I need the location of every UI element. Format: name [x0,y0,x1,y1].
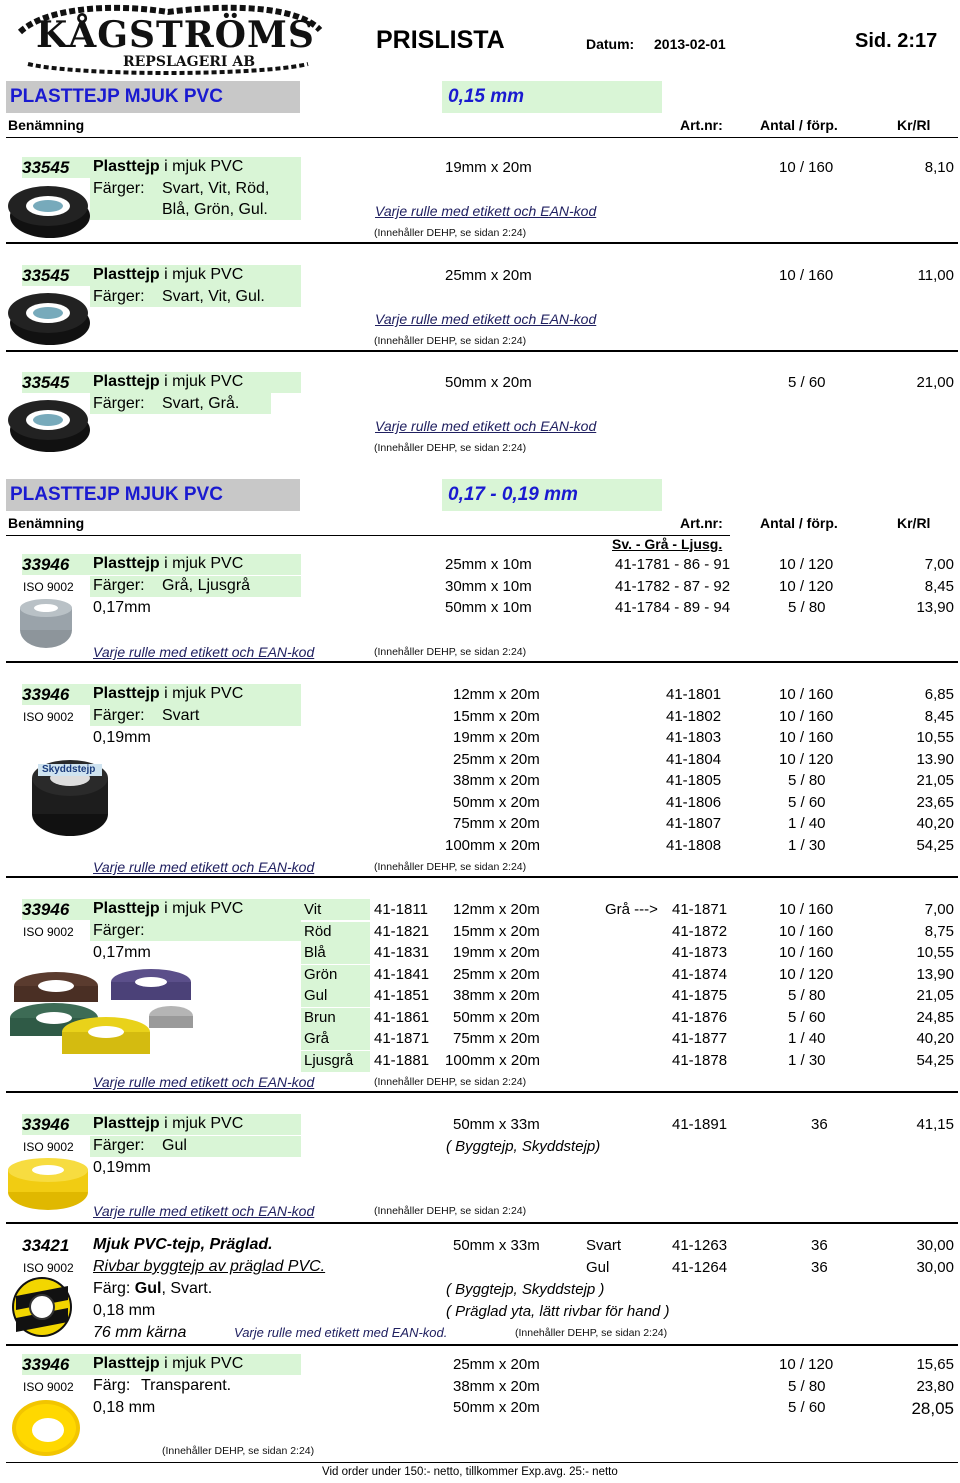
size: 12mm x 20m [453,686,540,703]
art-number: 41-1803 [666,729,722,746]
color-line [93,1280,212,1298]
product-code: 33946 [22,900,70,919]
product-name-rest: i mjuk PVC [159,266,244,283]
art-number: 41-1784 - 89 - 94 [615,599,731,616]
color-name: Gul [586,1258,610,1276]
product-name-bold: Plasttejp [93,158,160,175]
product-name-rest: i mjuk PVC [159,1355,244,1372]
product-code: 33421 [22,1236,70,1255]
antal: 5 / 60 [788,793,826,811]
price: 21,00 [916,374,954,391]
size: 25mm x 20m [445,267,532,284]
price: 13.90 [916,750,954,768]
size: 30mm x 10m [445,577,532,595]
usage-note: ( Präglad yta, lätt rivbar för hand ) [446,1303,670,1320]
product-code: 33946 [22,1115,70,1134]
section-thickness: 0,17 - 0,19 mm [448,484,578,505]
price: 10,55 [916,729,954,746]
black-tape-roll-icon [8,287,92,351]
colors-value: Gul [162,1137,187,1154]
dehp-note: (Innehåller DEHP, se sidan 2:24) [374,1205,527,1217]
product-name-rest: i mjuk PVC [159,685,244,702]
iso-label: ISO 9002 [23,1140,74,1154]
colors-value: Svart, Vit, Röd, [162,180,270,197]
color-subheader: Sv. - Grå - Ljusg. [612,536,723,552]
colors-label: Färger: [93,707,145,724]
black-tape-roll-icon [8,394,92,458]
art-number: 41-1876 [672,1008,728,1026]
dehp-note: (Innehåller DEHP, se sidan 2:24) [374,646,527,658]
colors-value: Svart [162,707,200,724]
price: 24,85 [916,1008,954,1026]
art-number: 41-1781 - 86 - 91 [615,556,731,573]
page-title: PRISLISTA [376,26,505,54]
company-logo [8,2,328,78]
thickness: 0,19mm [93,729,151,746]
color-name: Röd [304,922,332,940]
antal: 36 [811,1116,828,1133]
ean-note: Varje rulle med etikett och EAN-kod [93,1074,315,1090]
black-tape-roll-icon [8,180,92,244]
col-header-art: Art.nr: [680,117,723,133]
art-number: 41-1808 [666,836,722,854]
antal: 5 / 80 [788,772,826,789]
product-name-rest: i mjuk PVC [159,158,244,175]
colors-label: Färger: [93,288,145,305]
price: 13,90 [916,599,954,616]
dehp-note: (Innehåller DEHP, se sidan 2:24) [374,335,527,347]
antal: 10 / 120 [779,965,834,983]
size: 100mm x 20m [445,836,541,854]
antal: 10 / 160 [779,922,834,940]
color-art-number: 41-1871 [374,1030,430,1047]
color-rest: , Svart. [161,1280,213,1297]
col-header-name: Benämning [8,117,85,133]
section-title: PLASTTEJP MJUK PVC [10,86,223,107]
size: 19mm x 20m [453,729,540,746]
color-art-number: 41-1881 [374,1051,430,1069]
color-label: Färg: [93,1280,131,1297]
price: 10,55 [916,944,954,961]
iso-label: ISO 9002 [23,1380,74,1394]
colors-label: Färger: [93,180,145,197]
divider [6,1344,958,1346]
color-art-number: 41-1831 [374,944,430,961]
colors-label: Färger: [93,395,145,412]
size: 38mm x 20m [453,772,540,789]
size: 50mm x 10m [445,599,532,616]
size: 38mm x 20m [453,987,540,1004]
gray-arrow-label: Grå ---> [605,901,658,918]
product-name-rest: i mjuk PVC [159,900,244,917]
product-name [93,266,243,284]
product-name-rest: i mjuk PVC [159,1115,244,1132]
dehp-note: (Innehåller DEHP, se sidan 2:24) [374,442,527,454]
yellow-black-tape-roll-icon [10,1276,74,1342]
size: 25mm x 20m [453,965,540,983]
antal: 5 / 60 [788,1008,826,1026]
antal: 10 / 160 [779,707,834,725]
dehp-note: (Innehåller DEHP, se sidan 2:24) [374,1076,527,1088]
thickness: 0,18 mm [93,1399,156,1416]
price: 15,65 [916,1356,954,1373]
col-header-antal: Antal / förp. [760,117,838,133]
price: 8,45 [924,577,954,595]
product-description: Rivbar byggtejp av präglad PVC. [93,1258,326,1275]
antal: 36 [811,1258,828,1276]
product-name [93,1115,243,1133]
size: 25mm x 20m [453,750,540,768]
size: 12mm x 20m [453,901,540,918]
size: 50mm x 20m [445,374,532,391]
section-thickness: 0,15 mm [448,86,525,107]
product-name [93,158,243,176]
thickness: 0,19mm [93,1159,151,1176]
antal: 36 [811,1237,828,1254]
antal: 1 / 40 [788,1030,826,1047]
dehp-note: (Innehåller DEHP, se sidan 2:24) [374,861,527,873]
black-tape-roll-icon [30,756,110,846]
size: 15mm x 20m [453,707,540,725]
ean-note: Varje rulle med etikett och EAN-kod [93,1203,315,1219]
product-code: 33545 [22,373,70,392]
product-code: 33545 [22,266,70,285]
size: 25mm x 20m [453,1356,540,1373]
antal: 10 / 120 [779,577,834,595]
section-title: PLASTTEJP MJUK PVC [10,484,223,505]
price: 21,05 [916,772,954,789]
product-name-bold: Plasttejp [93,900,160,917]
iso-label: ISO 9002 [23,580,74,594]
price: 30,00 [916,1258,954,1276]
ean-note: Varje rulle med etikett och EAN-kod [375,203,597,219]
price: 23,80 [916,1377,954,1395]
product-name [93,900,243,918]
transparent-tape-roll-icon [10,1394,82,1462]
color-name: Grön [304,965,338,983]
product-name [93,555,243,573]
art-number: 41-1873 [672,944,728,961]
colors-label: Färger: [93,577,145,594]
col-header-kr: Kr/Rl [897,515,931,531]
antal: 1 / 30 [788,1051,826,1069]
price: 40,20 [916,1030,954,1047]
color-bold: Gul [134,1280,162,1297]
product-name-bold: Plasttejp [93,1115,160,1132]
product-name-bold: Plasttejp [93,373,160,390]
colors-value: Blå, Grön, Gul. [162,201,268,218]
colors-value: Grå, Ljusgrå [162,577,251,594]
size: 38mm x 20m [453,1377,540,1395]
roll-label: Skyddstejp [42,764,96,775]
iso-label: ISO 9002 [23,1261,74,1275]
colored-tape-rolls-icon [6,966,196,1076]
price: 54,25 [916,1051,954,1069]
product-code: 33545 [22,158,70,177]
yellow-tape-roll-icon [6,1156,90,1216]
col-header-art: Art.nr: [680,515,723,531]
price: 41,15 [916,1116,954,1133]
color-art-number: 41-1811 [374,901,428,918]
size: 75mm x 20m [453,1030,540,1047]
art-number: 41-1264 [672,1258,728,1276]
art-number: 41-1877 [672,1030,728,1047]
logo-text: KÅGSTRÖMS [36,14,315,56]
product-name-bold: Plasttejp [93,266,160,283]
divider [6,137,958,138]
antal: 10 / 160 [779,901,834,918]
usage-note: ( Byggtejp, Skyddstejp ) [446,1281,605,1298]
date-value: 2013-02-01 [654,36,726,52]
color-label: Färg: [93,1377,131,1394]
price: 40,20 [916,815,954,832]
art-number: 41-1871 [672,901,728,918]
price: 28,05 [911,1399,954,1418]
divider [6,350,958,352]
colors-label: Färger: [93,1137,145,1154]
thickness: 0,17mm [93,944,151,961]
divider [6,661,958,663]
product-code: 33946 [22,685,70,704]
antal: 10 / 160 [779,686,834,703]
size: 50mm x 20m [453,1399,540,1416]
price: 13,90 [916,965,954,983]
color-name: Blå [304,944,326,961]
price: 54,25 [916,836,954,854]
antal: 10 / 160 [779,729,834,746]
color-art-number: 41-1861 [374,1008,430,1026]
price: 30,00 [916,1237,954,1254]
divider [6,1222,958,1224]
price: 6,85 [924,686,954,703]
iso-label: ISO 9002 [23,925,74,939]
art-number: 41-1874 [672,965,728,983]
size: 15mm x 20m [453,922,540,940]
dehp-note: (Innehåller DEHP, se sidan 2:24) [515,1327,668,1339]
divider [6,1091,958,1093]
ean-note: Varje rulle med etikett och EAN-kod [375,418,597,434]
colors-value: Svart, Grå. [162,395,240,412]
antal: 10 / 160 [779,267,834,284]
size: 19mm x 20m [453,944,540,961]
ean-note: Varje rulle med etikett och EAN-kod [375,311,597,327]
size: 75mm x 20m [453,815,540,832]
price: 8,10 [924,159,954,176]
product-name-bold: Plasttejp [93,685,160,702]
product-name: Mjuk PVC-tejp, Präglad. [93,1236,273,1253]
antal: 5 / 80 [788,987,826,1004]
antal: 10 / 160 [779,159,834,176]
grey-tape-roll-icon [18,598,74,654]
size: 50mm x 20m [453,1008,540,1026]
art-number: 41-1875 [672,987,728,1004]
product-name [93,685,243,703]
price: 11,00 [917,267,954,284]
price: 7,00 [924,901,954,918]
art-number: 41-1806 [666,793,722,811]
art-number: 41-1802 [666,707,722,725]
divider [6,1462,958,1463]
antal: 10 / 120 [779,556,834,573]
product-name [93,1355,243,1373]
art-number: 41-1872 [672,922,728,940]
color-name: Vit [304,901,322,918]
price: 23,65 [916,793,954,811]
price: 8,75 [924,922,954,940]
color-name: Gul [304,987,328,1004]
antal: 5 / 80 [788,599,826,616]
color-name: Svart [586,1237,622,1254]
product-name-rest: i mjuk PVC [159,373,244,390]
antal: 5 / 60 [788,374,826,391]
product-code: 33946 [22,555,70,574]
art-number: 41-1263 [672,1237,728,1254]
colors-label: Färger: [93,922,145,939]
thickness: 0,17mm [93,599,151,616]
ean-note: Varje rulle med etikett och EAN-kod [93,644,315,660]
size: 100mm x 20m [445,1051,541,1069]
color-art-number: 41-1821 [374,922,430,940]
color-art-number: 41-1851 [374,987,430,1004]
divider [6,535,730,536]
size: 25mm x 10m [445,556,532,573]
colors-value: Svart, Vit, Gul. [162,288,265,305]
product-name-rest: i mjuk PVC [159,555,244,572]
divider [6,876,958,878]
size: 50mm x 33m [453,1237,540,1254]
art-number: 41-1805 [666,772,722,789]
size: 50mm x 33m [453,1116,540,1133]
color-name: Ljusgrå [304,1051,354,1069]
color-name: Brun [304,1008,336,1026]
product-name-bold: Plasttejp [93,1355,160,1372]
colors-value: Transparent. [141,1377,232,1394]
price: 7,00 [924,556,954,573]
art-number: 41-1782 - 87 - 92 [615,577,731,595]
art-number: 41-1878 [672,1051,728,1069]
price: 8,45 [924,707,954,725]
art-number: 41-1807 [666,815,722,832]
col-header-name: Benämning [8,515,85,531]
price: 21,05 [916,987,954,1004]
antal: 1 / 40 [788,815,826,832]
antal: 5 / 60 [788,1399,826,1416]
antal: 1 / 30 [788,836,826,854]
product-code: 33946 [22,1355,70,1374]
color-art-number: 41-1841 [374,965,430,983]
size: 50mm x 20m [453,793,540,811]
col-header-antal: Antal / förp. [760,515,838,531]
size: 19mm x 20m [445,159,532,176]
usage-note: ( Byggtejp, Skyddstejp) [446,1138,601,1155]
art-number: 41-1804 [666,750,722,768]
thickness: 0,18 mm [93,1302,156,1319]
dehp-note: (Innehåller DEHP, se sidan 2:24) [162,1445,315,1457]
divider [6,242,958,244]
footer-note: Vid order under 150:- netto, tillkommer Exp.avg. 25:- netto [322,1466,618,1478]
antal: 5 / 80 [788,1377,826,1395]
art-number: 41-1891 [672,1116,728,1133]
color-name: Grå [304,1030,330,1047]
col-header-kr: Kr/Rl [897,117,931,133]
iso-label: ISO 9002 [23,710,74,724]
antal: 10 / 120 [779,1356,834,1373]
antal: 10 / 120 [779,750,834,768]
antal: 10 / 160 [779,944,834,961]
ean-note: Varje rulle med etikett och EAN-kod [93,859,315,875]
page-number: Sid. 2:17 [855,30,938,52]
core-size: 76 mm kärna [93,1324,187,1341]
art-number: 41-1801 [666,686,722,703]
product-name [93,373,243,391]
ean-note: Varje rulle med etikett med EAN-kod. [234,1325,448,1340]
product-name-bold: Plasttejp [93,555,160,572]
date-label: Datum: [586,36,635,52]
logo-subtext: REPSLAGERI AB [123,54,256,70]
dehp-note: (Innehåller DEHP, se sidan 2:24) [374,227,527,239]
